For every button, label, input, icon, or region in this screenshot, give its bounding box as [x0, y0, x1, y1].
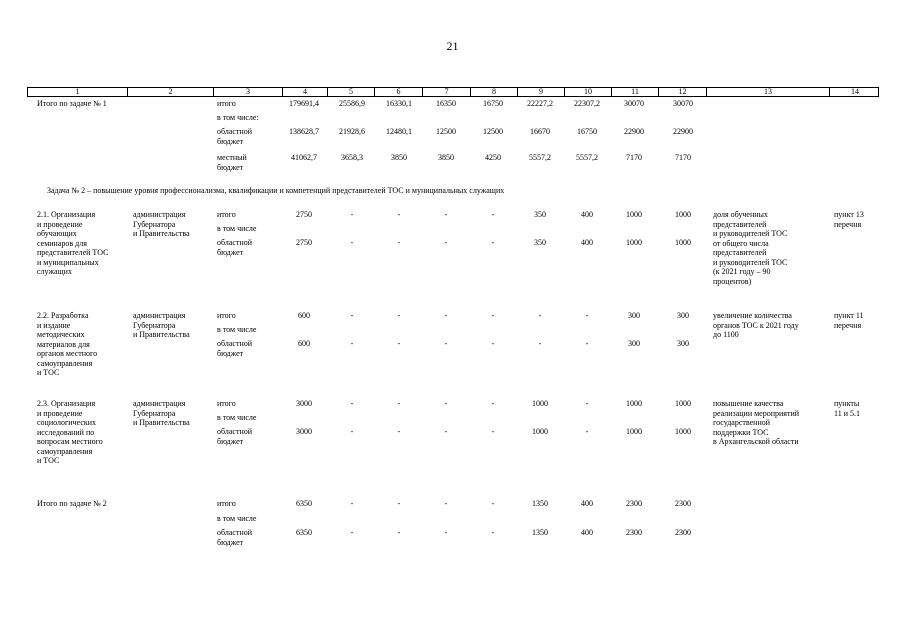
value-cell: -	[585, 399, 589, 408]
value-cell: 3000	[296, 399, 312, 408]
header-cell: 5	[328, 88, 375, 96]
value-cell: 16330,1	[386, 99, 412, 108]
header-cell: 3	[214, 88, 283, 96]
value-cell: -	[491, 499, 495, 508]
value-cell: 4250	[485, 153, 501, 162]
executor: администрация Губернатора и Правительства	[133, 399, 190, 427]
task-2-total-label: Итого по задаче № 2	[37, 499, 107, 508]
row-type-label: областной бюджет	[217, 528, 253, 547]
value-cell: 1000	[675, 399, 691, 408]
activity-name: 2.3. Организация и проведение социологических исследований по вопросам местного самоуправления и ТОС	[37, 399, 103, 465]
value-cell: 350	[534, 238, 546, 247]
task-2-heading: Задача № 2 – повышение уровня профессионализма, квалификации и компетенций представителей ТОС и муниципальных служащих	[47, 186, 505, 195]
row-type-label: в том числе	[217, 413, 257, 422]
value-cell: 3000	[296, 427, 312, 436]
value-cell: 16750	[577, 127, 597, 136]
table-header-row	[27, 87, 879, 97]
value-cell: 2750	[296, 210, 312, 219]
value-cell: -	[397, 528, 401, 537]
value-cell: -	[350, 238, 354, 247]
value-cell: -	[585, 311, 589, 320]
indicator: увеличение количества органов ТОС к 2021 году до 1100	[713, 311, 799, 339]
value-cell: 300	[677, 339, 689, 348]
value-cell: 3658,3	[341, 153, 363, 162]
value-cell: -	[350, 528, 354, 537]
value-cell: -	[491, 311, 495, 320]
activity-name: 2.1. Организация и проведение обучающих семинаров для представителей ТОС и муниципальных служащих	[37, 210, 109, 276]
value-cell: -	[491, 339, 495, 348]
value-cell: -	[350, 339, 354, 348]
value-cell: 30070	[624, 99, 644, 108]
header-cell: 2	[128, 88, 214, 96]
value-cell: -	[350, 311, 354, 320]
row-type-label: в том числе	[217, 224, 257, 233]
value-cell: -	[491, 427, 495, 436]
value-cell: 1000	[532, 399, 548, 408]
value-cell: -	[350, 499, 354, 508]
value-cell: 300	[628, 339, 640, 348]
value-cell: -	[491, 528, 495, 537]
value-cell: -	[585, 339, 589, 348]
row-type-label: в том числе	[217, 325, 257, 334]
row-type-label: областной бюджет	[217, 427, 253, 446]
header-cell: 12	[659, 88, 707, 96]
header-cell: 6	[375, 88, 423, 96]
indicator: доля обученных представителей и руководителей ТОС от общего числа представителей и руководителей ТОС (к 2021 году – 90 процентов)	[713, 210, 788, 286]
value-cell: 1000	[675, 427, 691, 436]
reference: пункты 11 и 5.1	[834, 399, 860, 418]
value-cell: 1000	[532, 427, 548, 436]
row-type-label: в том числе	[217, 514, 257, 523]
value-cell: -	[444, 528, 448, 537]
row-type-label: итого	[217, 210, 236, 219]
value-cell: 2300	[675, 528, 691, 537]
row-type-label: итого	[217, 499, 236, 508]
value-cell: -	[397, 311, 401, 320]
value-cell: 25586,9	[339, 99, 365, 108]
value-cell: 2300	[626, 528, 642, 537]
activity-name: 2.2. Разработка и издание методических материалов для органов местного самоуправления и ТОС	[37, 311, 98, 377]
header-cell: 8	[471, 88, 518, 96]
value-cell: 41062,7	[291, 153, 317, 162]
value-cell: 1350	[532, 499, 548, 508]
value-cell: 3850	[438, 153, 454, 162]
value-cell: 21928,6	[339, 127, 365, 136]
page-number: 21	[446, 39, 459, 53]
row-type-label: областной бюджет	[217, 339, 253, 358]
value-cell: 1000	[626, 427, 642, 436]
executor: администрация Губернатора и Правительства	[133, 311, 190, 339]
header-cell: 7	[423, 88, 471, 96]
value-cell: 300	[628, 311, 640, 320]
value-cell: -	[444, 238, 448, 247]
header-cell: 1	[28, 88, 128, 96]
row-type-label: областной бюджет	[217, 127, 253, 146]
value-cell: 350	[534, 210, 546, 219]
value-cell: 1000	[675, 238, 691, 247]
header-cell: 10	[565, 88, 612, 96]
value-cell: -	[444, 427, 448, 436]
executor: администрация Губернатора и Правительства	[133, 210, 190, 238]
value-cell: 400	[581, 210, 593, 219]
value-cell: -	[444, 311, 448, 320]
value-cell: 16750	[483, 99, 503, 108]
value-cell: 2300	[626, 499, 642, 508]
value-cell: -	[444, 210, 448, 219]
value-cell: 7170	[626, 153, 642, 162]
header-cell: 4	[283, 88, 328, 96]
value-cell: 12500	[436, 127, 456, 136]
value-cell: 12480,1	[386, 127, 412, 136]
value-cell: 1350	[532, 528, 548, 537]
value-cell: -	[397, 210, 401, 219]
value-cell: 400	[581, 499, 593, 508]
reference: пункт 13 перечня	[834, 210, 864, 229]
indicator: повышение качества реализации мероприятий государственной поддержки ТОС в Архангельской области	[713, 399, 800, 446]
value-cell: 300	[677, 311, 689, 320]
value-cell: 30070	[673, 99, 693, 108]
value-cell: 2300	[675, 499, 691, 508]
value-cell: 400	[581, 238, 593, 247]
value-cell: 16670	[530, 127, 550, 136]
value-cell: 1000	[626, 210, 642, 219]
value-cell: -	[350, 427, 354, 436]
value-cell: 600	[298, 339, 310, 348]
value-cell: 179691,4	[289, 99, 319, 108]
value-cell: 1000	[626, 238, 642, 247]
value-cell: 22227,2	[527, 99, 553, 108]
row-type-label: областной бюджет	[217, 238, 253, 257]
value-cell: 600	[298, 311, 310, 320]
row-type-label: итого	[217, 99, 236, 108]
header-cell: 9	[518, 88, 565, 96]
value-cell: -	[397, 427, 401, 436]
reference: пункт 11 перечня	[834, 311, 864, 330]
value-cell: 22900	[673, 127, 693, 136]
value-cell: -	[491, 210, 495, 219]
value-cell: 1000	[675, 210, 691, 219]
value-cell: -	[444, 339, 448, 348]
value-cell: -	[397, 399, 401, 408]
value-cell: -	[491, 399, 495, 408]
value-cell: 6350	[296, 499, 312, 508]
value-cell: 400	[581, 528, 593, 537]
value-cell: 12500	[483, 127, 503, 136]
value-cell: 138628,7	[289, 127, 319, 136]
value-cell: 16350	[436, 99, 456, 108]
value-cell: -	[397, 238, 401, 247]
value-cell: 5557,2	[576, 153, 598, 162]
value-cell: 22900	[624, 127, 644, 136]
value-cell: 2750	[296, 238, 312, 247]
row-type-label: итого	[217, 311, 236, 320]
value-cell: -	[585, 427, 589, 436]
value-cell: 1000	[626, 399, 642, 408]
task-1-total-label: Итого по задаче № 1	[37, 99, 107, 108]
value-cell: -	[397, 499, 401, 508]
header-cell: 11	[612, 88, 659, 96]
value-cell: -	[538, 339, 542, 348]
value-cell: 7170	[675, 153, 691, 162]
value-cell: -	[444, 399, 448, 408]
value-cell: 6350	[296, 528, 312, 537]
value-cell: -	[491, 238, 495, 247]
header-cell: 13	[707, 88, 830, 96]
value-cell: -	[397, 339, 401, 348]
value-cell: 3850	[391, 153, 407, 162]
row-type-label: в том числе:	[217, 113, 259, 122]
value-cell: -	[444, 499, 448, 508]
value-cell: -	[538, 311, 542, 320]
value-cell: -	[350, 399, 354, 408]
header-cell: 14	[851, 87, 859, 96]
value-cell: 5557,2	[529, 153, 551, 162]
row-type-label: итого	[217, 399, 236, 408]
row-type-label: местный бюджет	[217, 153, 247, 172]
value-cell: -	[350, 210, 354, 219]
value-cell: 22307,2	[574, 99, 600, 108]
